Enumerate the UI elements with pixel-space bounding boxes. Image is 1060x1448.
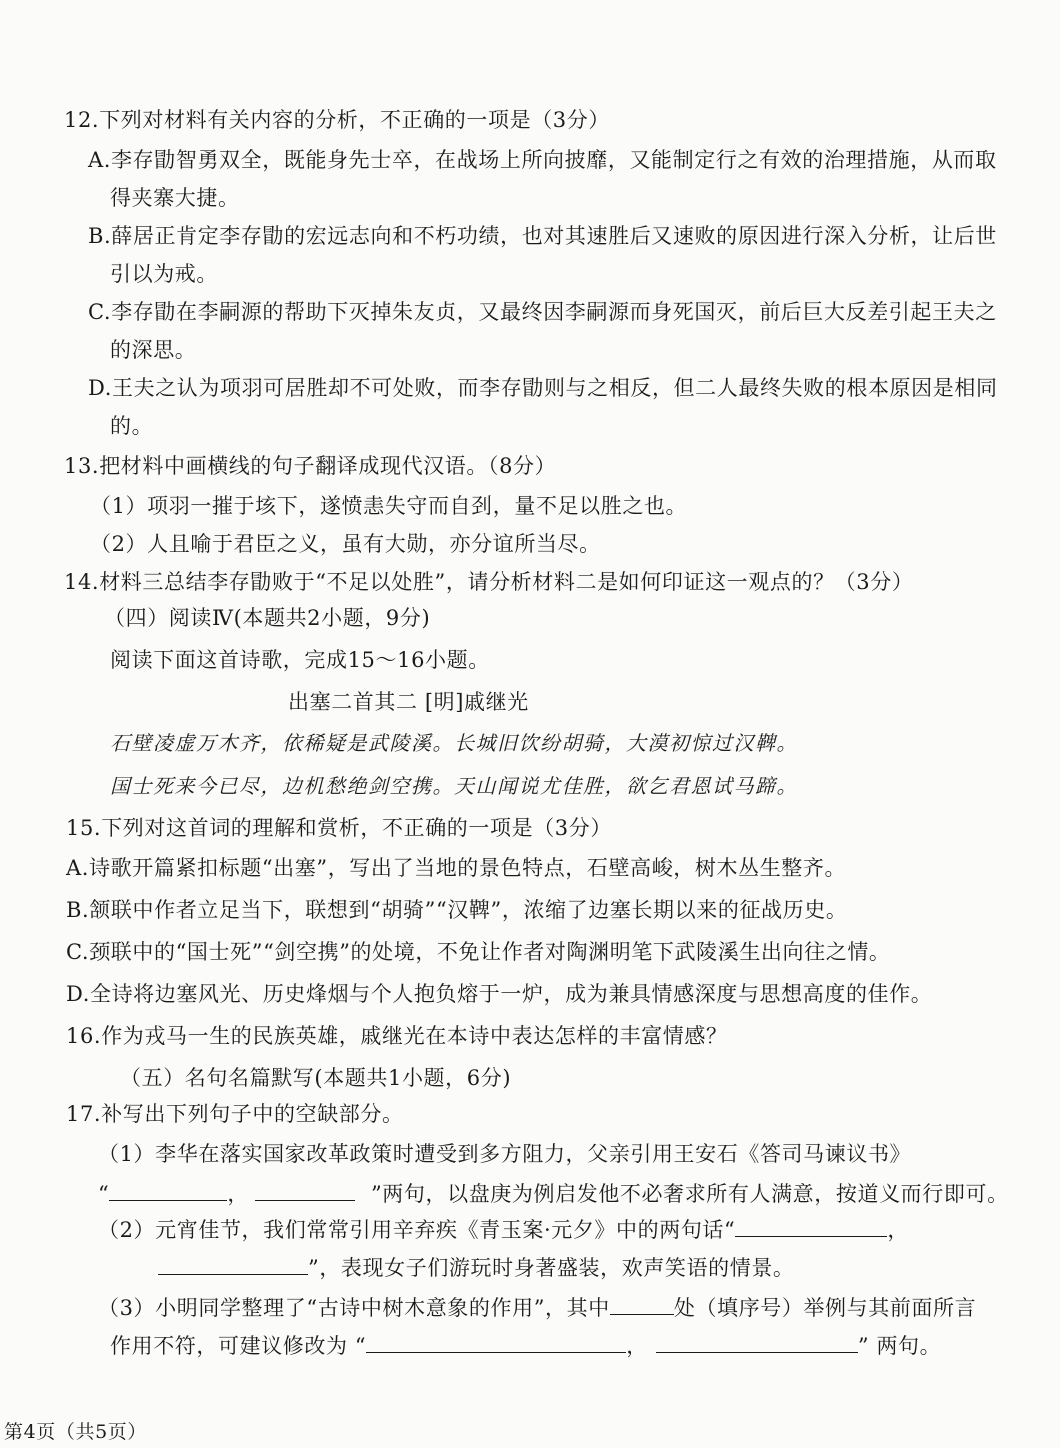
- q12-option-b-line1: B.薛居正肯定李存勖的宏远志向和不朽功绩，也对其速胜后又速败的原因进行深入分析，让后世: [88, 224, 997, 248]
- q17-part2-blank-2[interactable]: [158, 1256, 308, 1275]
- q17-part1-tail: ”两句，以盘庚为例启发他不必奢求所有人满意，按道义而行即可。: [370, 1182, 1009, 1206]
- q17-part2-line1: [98, 1216, 909, 1244]
- q17-stem: 17.补写出下列句子中的空缺部分。: [66, 1102, 404, 1126]
- q17-part3-comma: ，: [626, 1334, 648, 1358]
- q17-part1-blank-1[interactable]: [109, 1182, 227, 1201]
- q17-part3-head: （3）小明同学整理了“古诗中树木意象的作用”，其中: [98, 1296, 610, 1320]
- q13-stem: 13.把材料中画横线的句子翻译成现代汉语。（8分）: [64, 454, 557, 478]
- q13-sentence-1: （1）项羽一摧于垓下，遂愤恚失守而自刭，量不足以胜之也。: [90, 494, 688, 518]
- q17-part3-mid: 处（填序号）举例与其前面所言: [673, 1296, 977, 1320]
- q17-part2-tail: ”，表现女子们游玩时身著盛装，欢声笑语的情景。: [308, 1256, 795, 1280]
- q17-part3-tail: ” 两句。: [857, 1334, 942, 1358]
- q15-option-c: C.颈联中的“国士死”“剑空携”的处境，不免让作者对陶渊明笔下武陵溪生出向往之情。: [66, 940, 891, 964]
- q12-option-c-line1: C.李存勖在李嗣源的帮助下灭掉朱友贞，又最终因李嗣源而身死国灭，前后巨大反差引起王夫之: [88, 300, 997, 324]
- q13-sentence-2: （2）人且喻于君臣之义，虽有大勋，亦分谊所当尽。: [90, 532, 601, 556]
- q17-part3-lead: 作用不符，可建议修改为 “: [110, 1334, 367, 1358]
- q17-part1-line2: [98, 1180, 1009, 1208]
- poem-title: 出塞二首其二 [明]戚继光: [288, 690, 529, 714]
- q17-part2-text: （2）元宵佳节，我们常常引用辛弃疾《青玉案·元夕》中的两句话“: [98, 1218, 736, 1242]
- q12-option-d-line2: 的。: [110, 414, 154, 438]
- q17-part2-line2: [158, 1254, 795, 1282]
- q17-part3-blank-1[interactable]: [366, 1334, 626, 1353]
- section5-heading: （五）名句名篇默写(本题共1小题，6分): [120, 1066, 512, 1090]
- q17-part1-blank-2[interactable]: [255, 1182, 355, 1201]
- page-number: 第4页（共5页）: [4, 1421, 147, 1443]
- q17-part2-blank-1[interactable]: [735, 1218, 887, 1237]
- q12-stem: 12.下列对材料有关内容的分析，不正确的一项是（3分）: [64, 108, 610, 132]
- q17-part3-line2: [110, 1332, 941, 1360]
- q17-part2-comma: ，: [887, 1218, 909, 1242]
- q17-part1-open-quote: “: [98, 1182, 110, 1206]
- q14-stem: 14.材料三总结李存勖败于“不足以处胜”，请分析材料二是如何印证这一观点的？（3分）: [64, 570, 914, 594]
- q17-part3-blank-2[interactable]: [656, 1334, 858, 1353]
- section4-heading: （四）阅读Ⅳ(本题共2小题，9分): [104, 606, 431, 630]
- q12-option-a-line2: 得夹寨大捷。: [110, 186, 240, 210]
- q15-option-d: D.全诗将边塞风光、历史烽烟与个人抱负熔于一炉，成为兼具情感深度与思想高度的佳作。: [66, 982, 933, 1006]
- q12-option-b-line2: 引以为戒。: [110, 262, 218, 286]
- q17-part3-number-blank[interactable]: [610, 1296, 674, 1315]
- q16-stem: 16.作为戎马一生的民族英雄，戚继光在本诗中表达怎样的丰富情感？: [66, 1024, 728, 1048]
- q15-option-a: A.诗歌开篇紧扣标题“出塞”，写出了当地的景色特点，石壁高峻，树木丛生整齐。: [66, 856, 847, 880]
- q12-option-a-line1: A.李存勖智勇双全，既能身先士卒，在战场上所向披靡，又能制定行之有效的治理措施，从而取: [88, 148, 997, 172]
- q17-part1-line1: （1）李华在落实国家改革政策时遭受到多方阻力，父亲引用王安石《答司马谏议书》: [98, 1142, 912, 1166]
- q15-stem: 15.下列对这首词的理解和赏析，不正确的一项是（3分）: [66, 816, 612, 840]
- section4-intro: 阅读下面这首诗歌，完成15～16小题。: [110, 648, 490, 672]
- poem-line-2: 国士死来今已尽，边机愁绝剑空携。天山闻说尤佳胜，欲乞君恩试马蹄。: [110, 774, 798, 798]
- q12-option-c-line2: 的深思。: [110, 338, 197, 362]
- q17-part3-line1: [98, 1294, 976, 1322]
- poem-line-1: 石壁凌虚万木齐，依稀疑是武陵溪。长城旧饮纷胡骑，大漠初惊过汉鞞。: [110, 731, 798, 755]
- q15-option-b: B.颔联中作者立足当下，联想到“胡骑”“汉鞞”，浓缩了边塞长期以来的征战历史。: [66, 898, 848, 922]
- q17-part1-comma: ，: [227, 1182, 249, 1206]
- q12-option-d-line1: D.王夫之认为项羽可居胜却不可处败，而李存勖则与之相反，但二人最终失败的根本原因是相同: [88, 376, 998, 400]
